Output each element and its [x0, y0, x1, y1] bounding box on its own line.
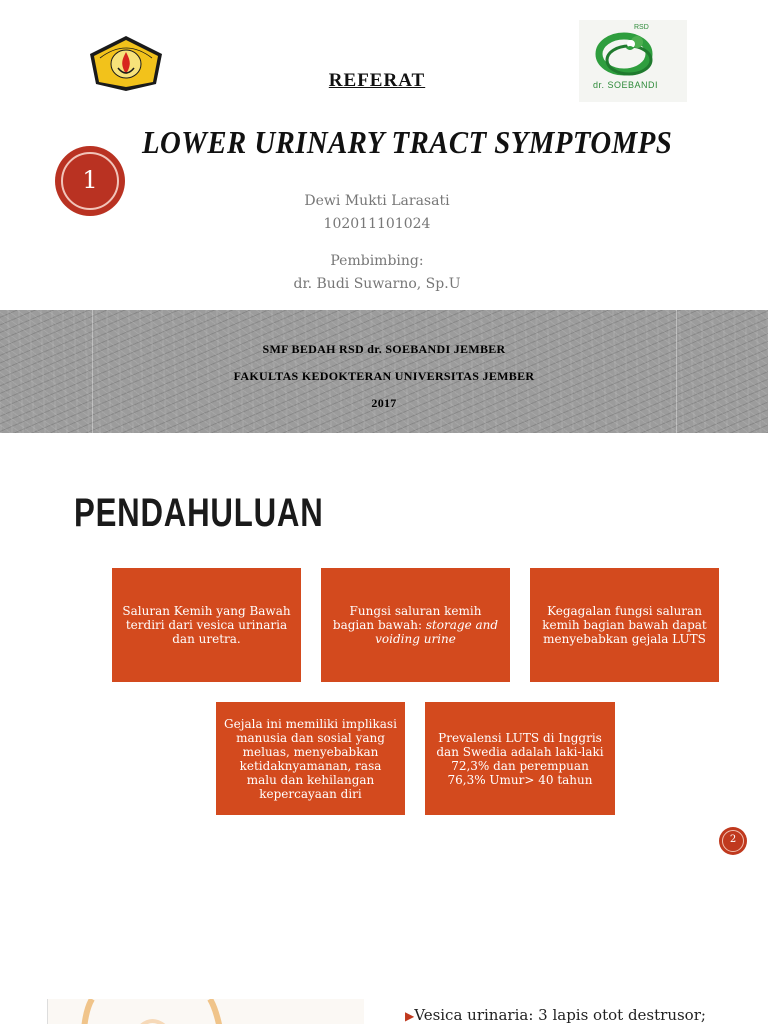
introduction-slide	[0, 433, 768, 863]
bullet-text: Vesica urinaria: 3 lapis otot destrusor;	[414, 1006, 706, 1024]
title-slide	[0, 0, 768, 433]
bullet-item	[405, 1006, 706, 1024]
advisor-label: Pembimbing:	[330, 253, 424, 269]
referat-label: REFERAT	[328, 70, 426, 91]
slide-number: 1	[82, 166, 98, 194]
page-number-badge	[719, 827, 747, 855]
author-name: Dewi Mukti Larasati	[304, 193, 450, 209]
info-box-2-italic: storage and voiding urine	[375, 618, 499, 646]
anatomy-image	[47, 999, 364, 1024]
logo-soebandi-text: dr. SOEBANDI	[593, 80, 659, 90]
page-number: 2	[729, 834, 737, 845]
band-line-faculty: FAKULTAS KEDOKTERAN UNIVERSITAS JEMBER	[233, 369, 535, 383]
info-box-1	[112, 568, 301, 682]
info-box-1-text: Saluran Kemih yang Bawah terdiri dari vesica urinaria dan uretra.	[122, 604, 291, 646]
info-box-4	[216, 702, 405, 815]
section-heading: PENDAHULUAN	[74, 491, 324, 535]
info-box-2-text: Fungsi saluran kemih bagian bawah: storage and voiding urine	[332, 604, 499, 646]
info-box-4-text: Gejala ini memiliki implikasi manusia dan sosial yang meluas, menyebabkan ketidaknyamanan, rasa malu dan kehilangan kepercayaan diri	[224, 716, 397, 801]
advisor-name: dr. Budi Suwarno, Sp.U	[293, 276, 461, 292]
info-box-2	[321, 568, 510, 682]
institution-band	[0, 310, 768, 433]
anatomy-slide	[0, 863, 768, 1024]
band-line-department: SMF BEDAH RSD dr. SOEBANDI JEMBER	[262, 342, 506, 356]
info-box-5	[425, 702, 615, 815]
band-line-year: 2017	[371, 396, 397, 410]
presentation-title: LOWER URINARY TRACT SYMPTOMPS	[142, 124, 673, 160]
author-id: 102011101024	[323, 216, 431, 232]
bullet-arrow-icon: ▶	[405, 1009, 415, 1023]
logo-rsd-text: RSD	[634, 24, 649, 31]
info-box-5-text: Prevalensi LUTS di Inggris dan Swedia adalah laki-laki 72,3% dan perempuan 76,3% Umur> 40 tahun	[436, 730, 604, 787]
info-box-3-text: Kegagalan fungsi saluran kemih bagian bawah dapat menyebabkan gejala LUTS	[542, 604, 707, 646]
info-box-3	[530, 568, 719, 682]
